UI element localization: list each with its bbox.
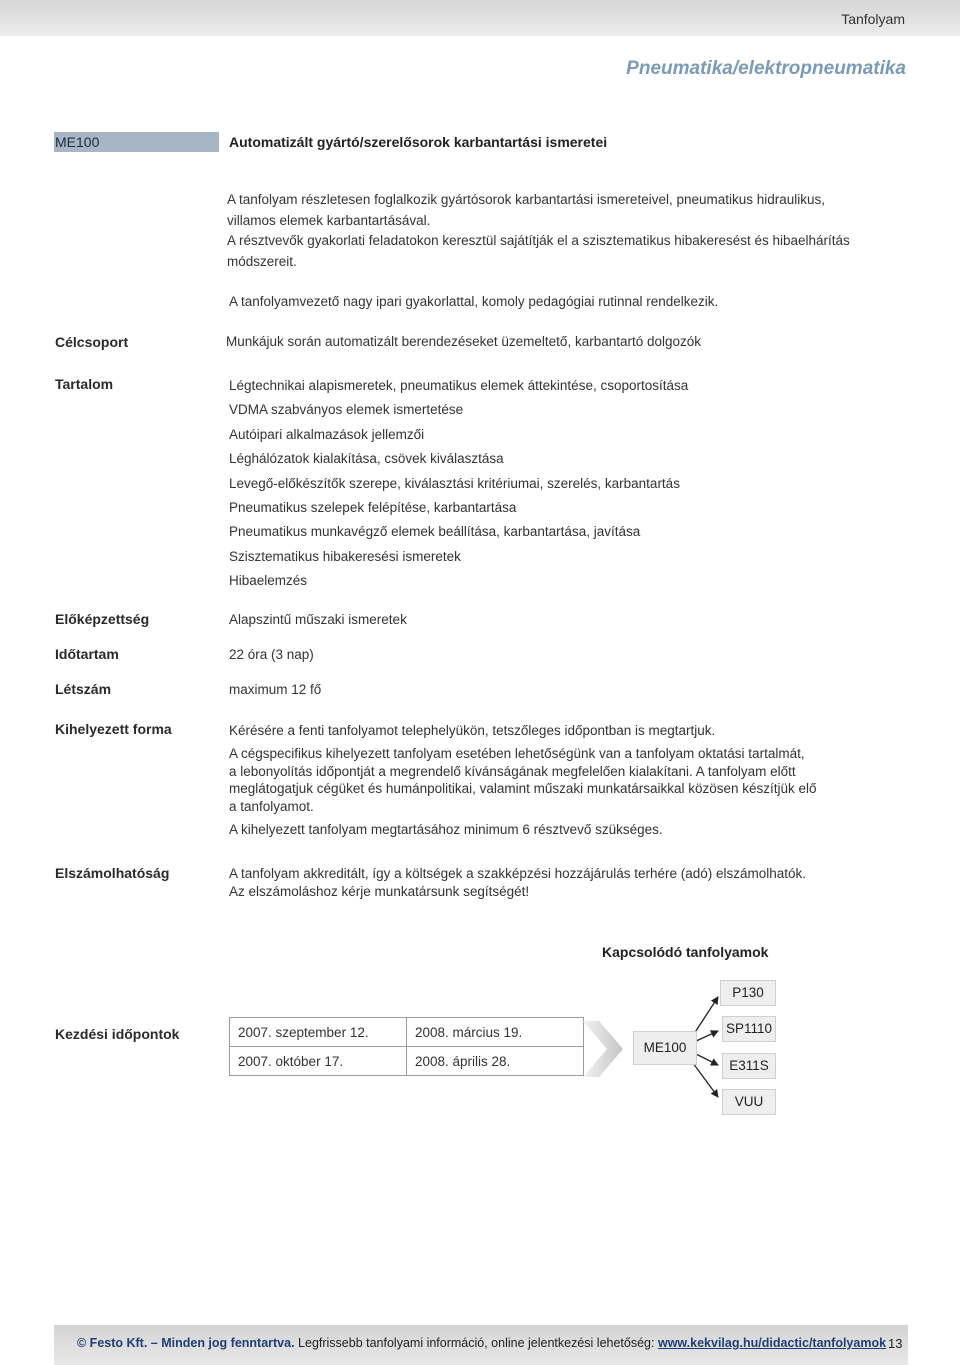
instructor-note: A tanfolyamvezető nagy ipari gyakorlattal, komoly pedagógiai rutinnal rendelkezik.: [229, 294, 719, 309]
label-start-dates: Kezdési időpontok: [55, 1026, 180, 1042]
node-related: SP1110: [722, 1016, 776, 1042]
course-title: Automatizált gyártó/szerelősorok karbantartási ismeretei: [229, 134, 608, 150]
footer-text: [77, 1336, 886, 1350]
kihelyezett-p2: [229, 745, 889, 815]
elszamolhatosag-text: [229, 865, 889, 900]
list-item: Pneumatikus szelepek felépítése, karbantartása: [229, 500, 517, 516]
top-title: Tanfolyam: [841, 11, 905, 27]
section-title: Pneumatika/elektropneumatika: [626, 58, 906, 79]
label-letszam: Létszám: [55, 681, 112, 697]
course-code: ME100: [54, 132, 219, 152]
footer-link[interactable]: www.kekvilag.hu/didactic/tanfolyamok: [657, 1336, 887, 1350]
list-item: Hibaelemzés: [229, 573, 308, 589]
list-item: Autóipari alkalmazások jellemzői: [229, 426, 425, 442]
footer-info: Legfrissebb tanfolyami információ, online jelentkezési lehetőség:: [294, 1336, 658, 1350]
elszamolhatosag-line: Az elszámoláshoz kérje munkatársunk segítségét!: [229, 883, 530, 899]
elszamolhatosag-line: A tanfolyam akkreditált, így a költségek a szakképzési hozzájárulás terhére (adó) elszámolhatók.: [229, 866, 807, 881]
list-item: Pneumatikus munkavégző elemek beállítása, karbantartása, javítása: [229, 524, 641, 540]
start-dates-table: [229, 1017, 584, 1076]
node-related: P130: [720, 980, 776, 1006]
node-center: ME100: [633, 1031, 697, 1065]
table-row: [230, 1047, 584, 1076]
value-celcsoport: Munkájuk során automatizált berendezéseket üzemeltető, karbantartó dolgozók: [226, 334, 702, 349]
node-related: VUU: [722, 1089, 776, 1115]
label-elszamolhatosag: Elszámolhatóság: [55, 865, 170, 881]
date-cell: 2008. április 28.: [407, 1047, 584, 1076]
label-idotartam: Időtartam: [55, 646, 119, 662]
footer-company: © Festo Kft. – Minden jog fenntartva.: [77, 1336, 295, 1350]
top-bar: [0, 0, 960, 36]
list-item: Levegő-előkészítők szerepe, kiválasztási kritériumai, szerelés, karbantartás: [229, 475, 680, 491]
content-list: [229, 374, 688, 594]
label-celcsoport: Célcsoport: [55, 334, 129, 350]
label-tartalom: Tartalom: [55, 376, 114, 392]
related-courses-title: Kapcsolódó tanfolyamok: [602, 944, 769, 960]
list-item: Léghálózatok kialakítása, csövek kiválasztása: [229, 451, 504, 467]
description-line: villamos elemek karbantartásával.: [227, 212, 431, 228]
node-related: E311S: [722, 1053, 776, 1079]
label-elokepzettseg: Előképzettség: [55, 611, 150, 627]
kihelyezett-line: A cégspecifikus kihelyezett tanfolyam esetében lehetőségünk van a tanfolyam oktatási tartalmát,: [229, 746, 805, 761]
table-row: [230, 1018, 584, 1047]
label-kihelyezett: Kihelyezett forma: [55, 721, 172, 737]
date-cell: 2007. október 17.: [230, 1047, 407, 1076]
list-item: Szisztematikus hibakeresési ismeretek: [229, 548, 461, 564]
description-line: A tanfolyam részletesen foglalkozik gyártósorok karbantartási ismereteivel, pneumatikus hidraulikus,: [227, 192, 826, 207]
related-courses-diagram: [630, 975, 790, 1125]
date-cell: 2008. március 19.: [407, 1018, 584, 1047]
kihelyezett-p3: A kihelyezett tanfolyam megtartásához minimum 6 résztvevő szükséges.: [229, 822, 663, 837]
page-number: 13: [888, 1336, 903, 1351]
kihelyezett-line: a lebonyolítás időpontját a megrendelő kívánságának megfelelően kialakítani. A tanfolyam előtt: [229, 763, 796, 779]
kihelyezett-line: a tanfolyamot.: [229, 798, 314, 814]
value-idotartam: 22 óra (3 nap): [229, 647, 314, 662]
kihelyezett-p1: Kérésére a fenti tanfolyamot telephelyükön, tetszőleges időpontban is megtartjuk.: [229, 723, 716, 738]
date-cell: 2007. szeptember 12.: [230, 1018, 407, 1047]
kihelyezett-line: meglátogatjuk cégüket és humánpolitikai, valamint műszaki munkatársaikkal közösen készítjük elő: [229, 781, 817, 796]
description-line: módszereit.: [227, 253, 297, 269]
value-elokepzettseg: Alapszintű műszaki ismeretek: [229, 612, 407, 627]
list-item: Légtechnikai alapismeretek, pneumatikus elemek áttekintése, csoportosítása: [229, 378, 689, 393]
value-letszam: maximum 12 fő: [229, 682, 322, 697]
list-item: VDMA szabványos elemek ismertetése: [229, 402, 464, 418]
arrow-right-icon: [581, 1021, 625, 1077]
description-line: A résztvevők gyakorlati feladatokon keresztül sajátítják el a szisztematikus hibakeresést és hibaelhárítás: [227, 233, 850, 248]
course-description: [227, 190, 907, 272]
